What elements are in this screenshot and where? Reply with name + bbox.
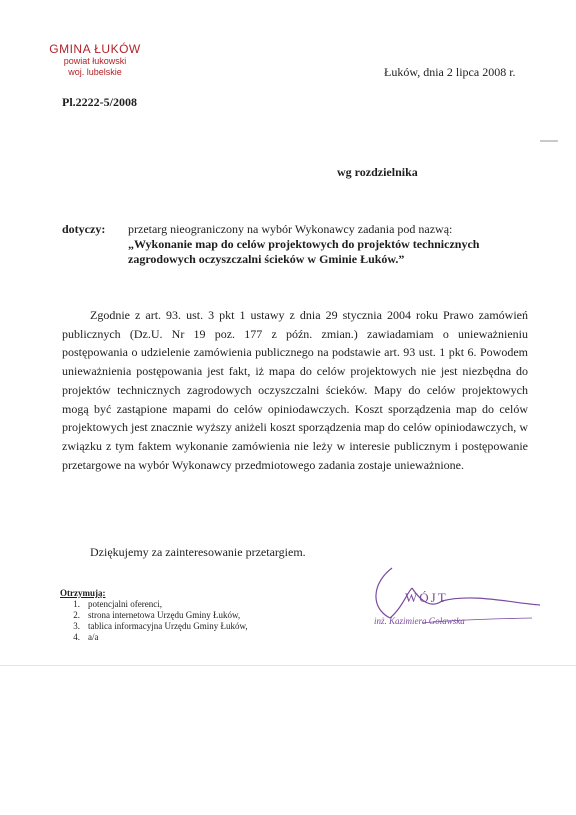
stamp-county: powiat łukowski (63, 56, 127, 66)
signature-name: inż. Kazimiera Goławska (374, 616, 465, 626)
list-item (60, 621, 288, 632)
list-item-number: 2. (73, 610, 80, 620)
signature-title: WÓJT (405, 590, 448, 605)
list-item (60, 610, 288, 621)
list-item-number: 3. (73, 621, 80, 631)
reference-number: Pl.2222-5/2008 (62, 95, 137, 109)
list-item (60, 632, 288, 643)
stamp-org: GMINA ŁUKÓW (49, 42, 141, 56)
recipients-header: wg rozdzielnika (337, 165, 418, 179)
municipality-stamp (40, 42, 150, 78)
list-item-text: potencjalni oferenci, (88, 599, 162, 609)
fold-mark (540, 140, 558, 142)
list-item-text: a/a (88, 632, 99, 642)
subject-intro: przetarg nieograniczony na wybór Wykonawcy zadania pod nazwą: (128, 222, 453, 236)
list-item (60, 599, 288, 610)
subject-block (128, 222, 528, 267)
distribution-list (60, 588, 288, 643)
stamp-voivodeship: woj. lubelskie (68, 67, 122, 77)
thanks-line: Dziękujemy za zainteresowanie przetargiem. (90, 545, 306, 559)
body-paragraph: Zgodnie z art. 93. ust. 3 pkt 1 ustawy z dnia 29 stycznia 2004 roku Prawo zamówień publicznych (Dz.U. Nr 19 poz. 177 z późn. zmian.) zawiadamiam o unieważnieniu postępowania o udzielenie zamówienia publicznego na podstawie art. 93 ust. 1 pkt 6. Powodem unieważnienia postępowania jest fakt, iż mapa do celów projektowych nie jest niezbędna do projektów technicznych zagrodowych oczyszczalni ścieków. Mapy do celów projektowych mogą być zastąpione mapami do celów opiniodawczych. Koszt sporządzenia map do celów projektowych jest znacznie wyższy aniżeli koszt sporządzenia map do celów opiniodawczych, w związku z tym faktem wykonanie zamówienia nie leży w interesie publicznym i postępowanie przetargowe na wybór Wykonawcy przedmiotowego zadania zostaje unieważnione. (62, 308, 528, 472)
list-item-text: tablica informacyjna Urzędu Gminy Łuków, (88, 621, 248, 631)
subject-label: dotyczy: (62, 222, 106, 236)
list-item-number: 1. (73, 599, 80, 609)
page-divider (0, 665, 576, 666)
list-item-text: strona internetowa Urzędu Gminy Łuków, (88, 610, 241, 620)
list-item-number: 4. (73, 632, 80, 642)
distribution-header: Otrzymują: (60, 588, 106, 598)
subject-title: „Wykonanie map do celów projektowych do projektów technicznych zagrodowych oczyszczalni ścieków w Gminie Łuków.” (128, 237, 480, 266)
signature-scribble (362, 563, 542, 643)
letter-date: Łuków, dnia 2 lipca 2008 r. (384, 65, 516, 79)
